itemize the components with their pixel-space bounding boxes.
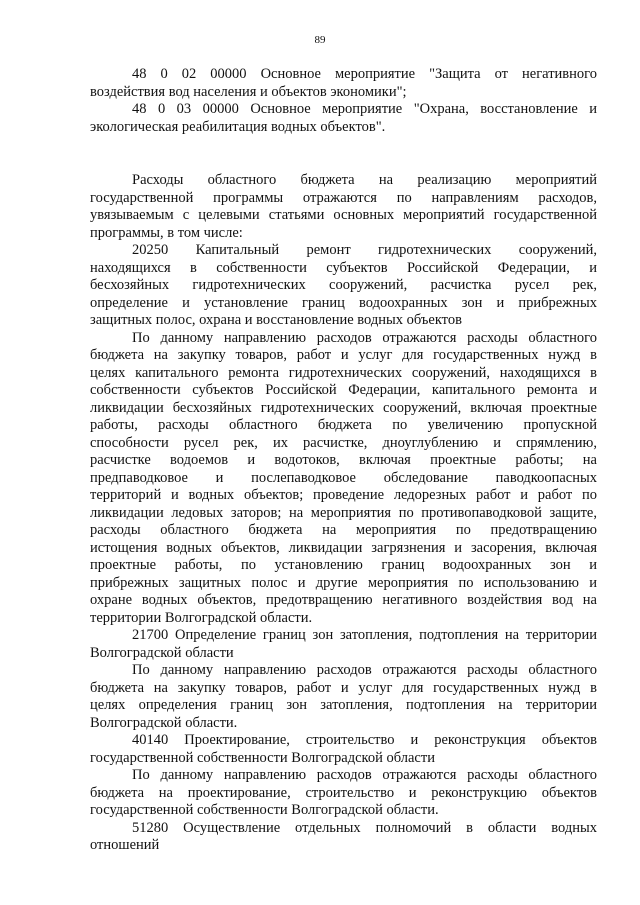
text-line: Расходы областного бюджета на реализацию мероприятий bbox=[132, 172, 597, 188]
text-line: 51280 Осуществление отдельных полномочий в области водных bbox=[132, 819, 597, 836]
text-line: проектные работы, по установлению границ водоохранных зон и bbox=[90, 557, 597, 573]
text-line: Волгоградской области. bbox=[90, 714, 238, 731]
text-line: программы, в том числе: bbox=[90, 224, 243, 241]
text-line: территории Волгоградской области. bbox=[90, 609, 313, 626]
text-line: прибрежных защитных полос и другие мероприятия по использованию и bbox=[90, 574, 597, 591]
text-line: целях определения границ зон затопления, подтопления на территории bbox=[90, 697, 597, 713]
text-line: бюджета на закупку товаров, работ и услуг для государственных нужд в bbox=[90, 679, 597, 696]
text-line: истощения водных объектов, ликвидации загрязнения и засорения, включая bbox=[90, 539, 597, 556]
text-line: По данному направлению расходов отражаются расходы областного bbox=[132, 767, 597, 783]
text-line: По данному направлению расходов отражаются расходы областного bbox=[132, 329, 597, 346]
text-line: целях капитального ремонта гидротехнических сооружений, находящихся в bbox=[90, 364, 597, 381]
text-line: экологическая реабилитация водных объектов". bbox=[90, 118, 386, 135]
page-number: 89 bbox=[314, 34, 326, 46]
text-line: 48 0 03 00000 Основное мероприятие "Охрана, восстановление и bbox=[132, 101, 597, 117]
document-body bbox=[90, 66, 597, 855]
text-line: территорий и водных объектов; проведение ледорезных работ и работ по bbox=[90, 487, 597, 503]
text-line: 48 0 02 00000 Основное мероприятие "Защита от негативного bbox=[132, 66, 597, 82]
text-line: 40140 Проектирование, строительство и реконструкция объектов bbox=[132, 732, 597, 748]
text-line: 20250 Капитальный ремонт гидротехнических сооружений, bbox=[132, 242, 597, 258]
text-line: воздействия вод населения и объектов экономики"; bbox=[90, 83, 407, 100]
text-line: бесхозяйных гидротехнических сооружений, расчистка русел рек, bbox=[90, 277, 597, 293]
text-line: бюджета на закупку товаров, работ и услуг для государственных нужд в bbox=[90, 347, 597, 363]
text-line: государственной собственности Волгоградской области. bbox=[90, 802, 439, 818]
text-line: расчистке водоемов и водотоков, включая проектные работы; на bbox=[90, 452, 597, 468]
text-line: По данному направлению расходов отражаются расходы областного bbox=[132, 662, 597, 678]
text-line: защитных полос, охрана и восстановление водных объектов bbox=[90, 312, 462, 328]
text-line: определение и установление границ водоохранных зон и прибрежных bbox=[90, 294, 597, 311]
text-line: государственной программы отражаются по направлениям расходов, bbox=[90, 189, 597, 206]
text-line: 21700 Определение границ зон затопления, подтопления на территории bbox=[132, 627, 597, 643]
text-line: увязываемым с целевыми статьями основных мероприятий государственной bbox=[90, 207, 597, 223]
text-line: государственной собственности Волгоградской области bbox=[90, 749, 435, 766]
text-line: Волгоградской области bbox=[90, 644, 234, 661]
text-line: бюджета на проектирование, строительство и реконструкцию объектов bbox=[90, 784, 597, 801]
text-line: охране водных объектов, предотвращению негативного воздействия вод на bbox=[90, 592, 597, 608]
text-line: расходы областного бюджета на мероприятия по предотвращению bbox=[90, 522, 597, 538]
text-line: находящихся в собственности субъектов Российской Федерации, и bbox=[90, 259, 597, 276]
text-line: способности русел рек, их расчистке, дноуглублению и спрямлению, bbox=[90, 434, 597, 451]
text-line: ликвидации ледовых заторов; на мероприятия по противопаводковой защите, bbox=[90, 504, 597, 521]
text-line: отношений bbox=[90, 837, 160, 853]
text-line: работы, расходы областного бюджета по увеличению пропускной bbox=[90, 417, 597, 433]
text-line: собственности субъектов Российской Федерации, капитального ремонта и bbox=[90, 382, 597, 398]
text-line: ликвидации бесхозяйных гидротехнических сооружений, включая проектные bbox=[90, 399, 597, 416]
text-line: предпаводковое и послепаводковое обследование паводкоопасных bbox=[90, 469, 597, 486]
paragraph-gap bbox=[90, 136, 597, 172]
